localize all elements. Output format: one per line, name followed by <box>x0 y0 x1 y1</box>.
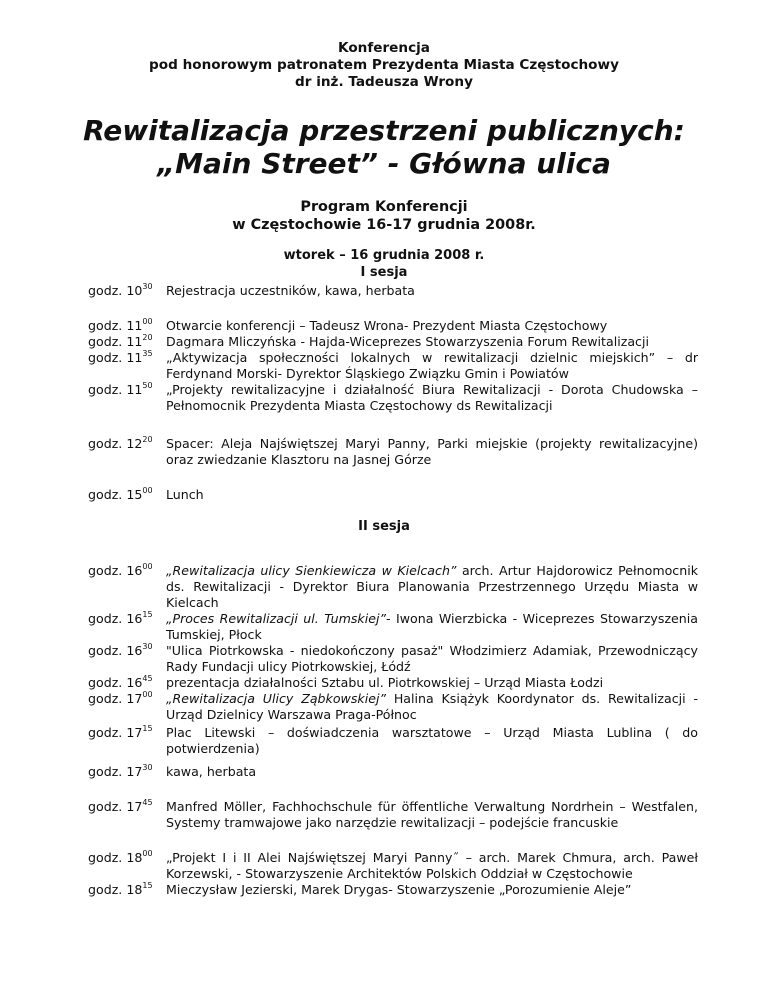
title-line-2: „Main Street” - Główna ulica <box>157 147 611 180</box>
conference-title <box>0 114 768 180</box>
schedule-item: „Proces Rewitalizacji ul. Tumskiej”- Iwona Wierzbicka - Wiceprezes Stowarzyszenia Tumskiej, Płock <box>166 611 698 642</box>
schedule-item: Spacer: Aleja Najświętszej Maryi Panny, Parki miejskie (projekty rewitalizacyjne) oraz zwiedzanie Klasztoru na Jasnej Górze <box>166 436 698 467</box>
day-date: wtorek – 16 grudnia 2008 r. <box>283 248 485 263</box>
schedule-item: Mieczysław Jezierski, Marek Drygas- Stowarzyszenie „Porozumienie Aleje” <box>166 882 632 897</box>
time-label: godz. $18^{00}$ <box>88 849 153 865</box>
schedule-item: Rejestracja uczestników, kawa, herbata <box>166 283 415 298</box>
time-label: godz. $12^{20}$ <box>88 435 153 451</box>
schedule-item: „Rewitalizacja Ulicy Ząbkowskiej” Halina Książyk Koordynator ds. Rewitalizacji - Urząd Dzielnicy Warszawa Praga-Północ <box>166 691 698 722</box>
time-label: godz. $11^{35}$ <box>88 349 153 365</box>
time-label: godz. $16^{00}$ <box>88 562 153 578</box>
program-heading <box>0 198 768 234</box>
schedule-item: „Projekt I i II Alei Najświętszej Maryi Panny˝ – arch. Marek Chmura, arch. Paweł Korzewski, - Stowarzyszenie Architektów Polskich Oddział w Częstochowie <box>166 850 698 881</box>
session-2-heading: II sesja <box>358 519 410 534</box>
time-label: godz. $17^{15}$ <box>88 724 153 740</box>
schedule-item: Dagmara Mliczyńska - Hajda-Wiceprezes Stowarzyszenia Forum Rewitalizacji <box>166 334 649 349</box>
program-line-2: w Częstochowie 16-17 grudnia 2008r. <box>232 217 536 233</box>
time-label: godz. $11^{20}$ <box>88 333 153 349</box>
time-label: godz. $16^{15}$ <box>88 610 153 626</box>
title-line-1: Rewitalizacja przestrzeni publicznych: <box>83 114 685 147</box>
header-line-3: dr inż. Tadeusza Wrony <box>295 74 473 90</box>
schedule-item: Manfred Möller, Fachhochschule für öffentliche Verwaltung Nordrhein – Westfalen, Systemy tramwajowe jako narzędzie rewitalizacji – podejście francuskie <box>166 799 698 830</box>
schedule-item: "Ulica Piotrkowska - niedokończony pasaż" Włodzimierz Adamiak, Przewodniczący Rady Fundacji ulicy Piotrkowskiej, Łódź <box>166 643 698 674</box>
schedule-item: Plac Litewski – doświadczenia warsztatowe – Urząd Miasta Lublina ( do potwierdzenia) <box>166 725 698 756</box>
session-1-heading: I sesja <box>360 265 408 280</box>
time-label: godz. $17^{00}$ <box>88 690 153 706</box>
time-label: godz. $15^{00}$ <box>88 486 153 502</box>
schedule-item: „Rewitalizacja ulicy Sienkiewicza w Kielcach” arch. Artur Hajdorowicz Pełnomocnik ds. Rewitalizacji - Dyrektor Biura Planowania Przestrzennego Urzędu Miasta w Kielcach <box>166 563 698 610</box>
time-label: godz. $17^{45}$ <box>88 798 153 814</box>
day-heading <box>0 247 768 281</box>
schedule-item: „Projekty rewitalizacyjne i działalność Biura Rewitalizacji - Dorota Chudowska – Pełnomocnik Prezydenta Miasta Częstochowy ds Rewitalizacji <box>166 382 698 413</box>
time-label: godz. $11^{00}$ <box>88 317 153 333</box>
schedule-item: „Aktywizacja społeczności lokalnych w rewitalizacji dzielnic miejskich” – dr Ferdynand Morski- Dyrektor Śląskiego Związku Gmin i Powiatów <box>166 350 698 381</box>
time-label: godz. $17^{30}$ <box>88 763 153 779</box>
time-label: godz. $11^{50}$ <box>88 381 153 397</box>
schedule-item: kawa, herbata <box>166 764 257 779</box>
time-label: godz. $10^{30}$ <box>88 282 153 298</box>
schedule-item: Otwarcie konferencji – Tadeusz Wrona- Prezydent Miasta Częstochowy <box>166 318 608 333</box>
program-line-1: Program Konferencji <box>300 199 468 215</box>
time-label: godz. $16^{30}$ <box>88 642 153 658</box>
conference-header <box>0 40 768 91</box>
header-line-1: Konferencja <box>338 40 430 56</box>
schedule-item: Lunch <box>166 487 204 502</box>
schedule-item: prezentacja działalności Sztabu ul. Piotrkowskiej – Urząd Miasta Łodzi <box>166 675 604 690</box>
time-label: godz. $16^{45}$ <box>88 674 153 690</box>
time-label: godz. $18^{15}$ <box>88 881 153 897</box>
header-line-2: pod honorowym patronatem Prezydenta Miasta Częstochowy <box>149 57 619 73</box>
